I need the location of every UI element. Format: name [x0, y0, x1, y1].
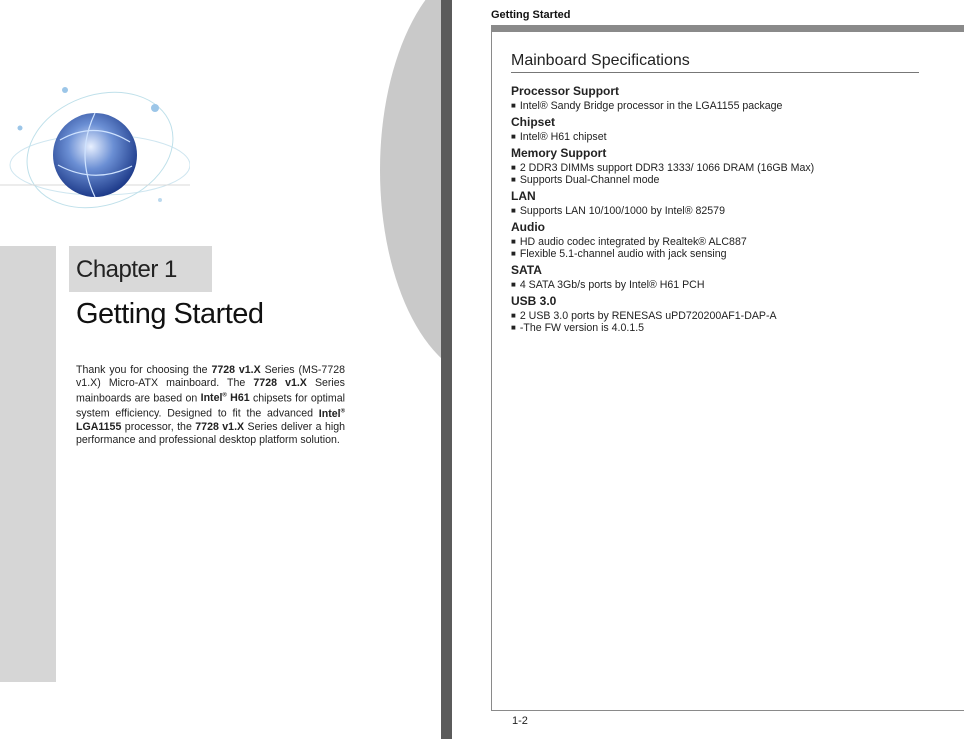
- spec-item: ■ 4 SATA 3Gb/s ports by Intel® H61 PCH: [511, 279, 705, 291]
- spec-section-title: Audio: [511, 220, 545, 234]
- spec-section-audio: [511, 220, 941, 260]
- bullet-icon: ■: [511, 163, 516, 172]
- spec-section-title: Chipset: [511, 115, 556, 129]
- chapter-side-bar: [0, 246, 56, 682]
- specs-title-rule: [511, 72, 919, 73]
- spec-section-title: USB 3.0: [511, 294, 557, 308]
- spec-item: ■ -The FW version is 4.0.1.5: [511, 322, 645, 334]
- spec-section-title: LAN: [511, 189, 536, 203]
- header-rule: [491, 25, 964, 32]
- intro-paragraph: Thank you for choosing the 7728 v1.X Series (MS-7728 v1.X) Micro-ATX mainboard. The 7728 v1.X Series mainboards are based on Intel® H61 chipsets for optimal system efficiency. Designed to fit the advanced Intel® LGA1155 processor, the 7728 v1.X Series deliver a high performance and professional desktop platform solution.: [76, 364, 345, 446]
- spec-section-title: SATA: [511, 263, 542, 277]
- bullet-icon: ■: [511, 311, 516, 320]
- spec-section-lan: [511, 189, 941, 217]
- running-header: Getting Started: [491, 9, 571, 21]
- bullet-icon: ■: [511, 280, 516, 289]
- spec-item: ■ 2 DDR3 DIMMs support DDR3 1333/ 1066 DRAM (16GB Max): [511, 162, 815, 174]
- spec-section-sata: [511, 263, 941, 291]
- specs-list: [511, 84, 941, 337]
- chapter-title: Getting Started: [76, 298, 264, 330]
- page-divider: [441, 0, 452, 739]
- spec-item: ■ Intel® Sandy Bridge processor in the LGA1155 package: [511, 100, 783, 112]
- bullet-icon: ■: [511, 206, 516, 215]
- spec-item: ■ Intel® H61 chipset: [511, 131, 607, 143]
- bullet-icon: ■: [511, 249, 516, 258]
- spec-item: ■ Supports LAN 10/100/1000 by Intel® 82579: [511, 205, 725, 217]
- specs-title: Mainboard Specifications: [511, 52, 690, 69]
- spec-section-chipset: [511, 115, 941, 143]
- spec-section-title: Memory Support: [511, 146, 607, 160]
- decorative-arc: [380, 0, 441, 380]
- spec-section-processor: [511, 84, 941, 112]
- spec-section-memory: [511, 146, 941, 186]
- bullet-icon: ■: [511, 175, 516, 184]
- spec-item: ■ Flexible 5.1-channel audio with jack sensing: [511, 248, 727, 260]
- globe-illustration: [0, 80, 190, 230]
- bullet-icon: ■: [511, 101, 516, 110]
- left-page: [0, 0, 441, 739]
- spec-section-title: Processor Support: [511, 84, 620, 98]
- spec-section-usb: [511, 294, 941, 334]
- spec-item: ■ Supports Dual-Channel mode: [511, 174, 660, 186]
- bullet-icon: ■: [511, 132, 516, 141]
- spec-item: ■ 2 USB 3.0 ports by RENESAS uPD720200AF1-DAP-A: [511, 310, 777, 322]
- page-number: 1-2: [512, 715, 528, 727]
- chapter-label: Chapter 1: [76, 256, 177, 283]
- bullet-icon: ■: [511, 323, 516, 332]
- bullet-icon: ■: [511, 237, 516, 246]
- spec-item: ■ HD audio codec integrated by Realtek® ALC887: [511, 236, 747, 248]
